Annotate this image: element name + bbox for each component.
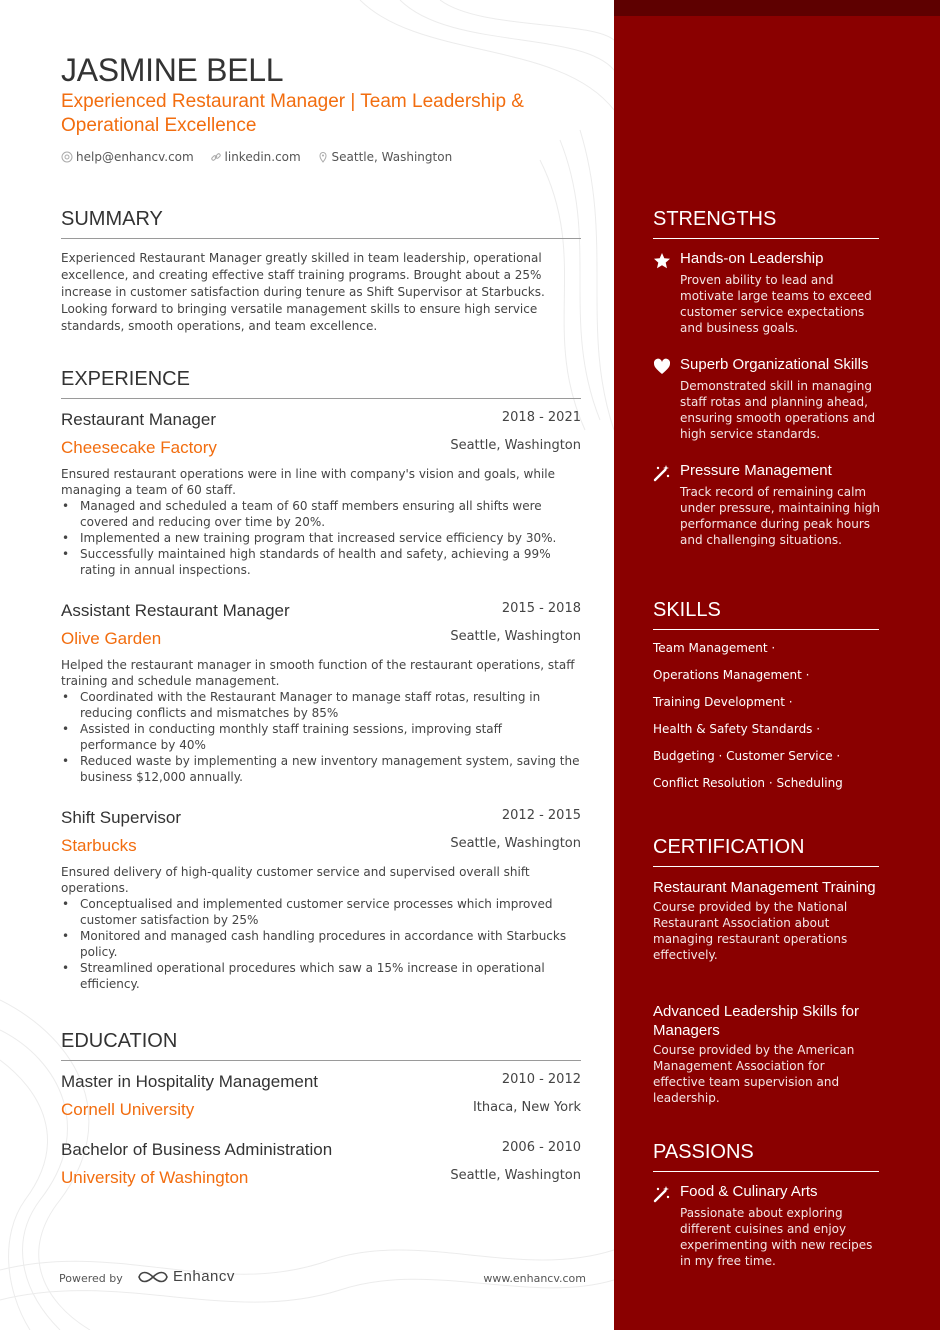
- email-text: help@enhancv.com: [76, 150, 194, 164]
- certification-item: [653, 878, 879, 963]
- achievement-item: • Streamlined operational procedures which saw a 15% increase in operational efficiency.: [61, 960, 581, 992]
- magic-wand-icon: [653, 1185, 671, 1203]
- experience-heading: EXPERIENCE: [61, 368, 581, 399]
- strength-title: Superb Organizational Skills: [680, 356, 869, 373]
- degree-title: Master in Hospitality Management: [61, 1072, 319, 1091]
- job-location: Seattle, Washington: [450, 629, 581, 644]
- certification-heading: CERTIFICATION: [653, 836, 879, 867]
- contact-row: [61, 150, 464, 166]
- star-icon: [653, 252, 671, 270]
- achievement-item: • Successfully maintained high standards of health and safety, achieving a 99% rating in annual inspections.: [61, 546, 581, 578]
- enhancv-logo-icon: [137, 1269, 169, 1285]
- strength-title: Hands-on Leadership: [680, 250, 824, 267]
- enhancv-logo[interactable]: [137, 1268, 235, 1285]
- skill-line: Training Development ·: [653, 695, 793, 709]
- website-link[interactable]: www.enhancv.com: [483, 1272, 586, 1285]
- company-name: Olive Garden: [61, 629, 162, 648]
- job-location: Seattle, Washington: [450, 438, 581, 453]
- school-location: Ithaca, New York: [472, 1100, 581, 1115]
- skill-line: Team Management ·: [653, 641, 776, 655]
- job-description: Ensured restaurant operations were in line with company's vision and goals, while managing a team of 60 staff.: [61, 467, 555, 497]
- magic-wand-icon: [653, 464, 671, 482]
- achievement-item: • Monitored and managed cash handling procedures in accordance with Starbucks policy.: [61, 928, 581, 960]
- passion-description: Passionate about exploring different cuisines and enjoy experimenting with new recipes in my free time.: [680, 1206, 873, 1268]
- achievement-list: [61, 689, 581, 785]
- location-text: Seattle, Washington: [331, 150, 453, 164]
- education-heading: EDUCATION: [61, 1030, 581, 1061]
- candidate-name: JASMINE BELL: [61, 52, 284, 88]
- powered-by-label: Powered by: [59, 1272, 123, 1285]
- certification-description: Course provided by the American Management Association for effective team supervision and leadership.: [653, 1043, 855, 1105]
- experience-entry: [61, 410, 581, 578]
- job-location: Seattle, Washington: [450, 836, 581, 851]
- school-name: University of Washington: [61, 1168, 249, 1187]
- achievement-item: • Implemented a new training program that increased service efficiency by 30%.: [61, 530, 581, 546]
- job-description: Helped the restaurant manager in smooth function of the restaurant operations, staff training and schedule management.: [61, 658, 575, 688]
- sidebar: [614, 0, 940, 1330]
- job-description: Ensured delivery of high-quality customer service and supervised overall shift operations.: [61, 865, 530, 895]
- job-dates: 2012 - 2015: [501, 808, 581, 823]
- strength-description: Proven ability to lead and motivate large teams to exceed customer service expectations and business goals.: [680, 273, 872, 335]
- achievement-list: [61, 896, 581, 992]
- enhancv-logo-text: Enhancv: [173, 1268, 235, 1285]
- experience-entry: [61, 601, 581, 785]
- location-pin-icon: [317, 151, 329, 163]
- job-title: Restaurant Manager: [61, 410, 216, 429]
- job-title: Assistant Restaurant Manager: [61, 601, 290, 620]
- at-icon: [61, 151, 73, 163]
- experience-entry: [61, 808, 581, 992]
- education-entry: [61, 1140, 581, 1196]
- strength-description: Track record of remaining calm under pressure, maintaining high performance during peak hours and challenging situations.: [680, 485, 880, 547]
- heart-icon: [653, 358, 671, 376]
- link-icon: [210, 151, 222, 163]
- education-dates: 2006 - 2010: [501, 1140, 581, 1155]
- candidate-tagline: Experienced Restaurant Manager | Team Leadership & Operational Excellence: [61, 91, 524, 136]
- achievement-item: • Coordinated with the Restaurant Manager to manage staff rotas, resulting in reducing conflicts and mismatches by 85%: [61, 689, 581, 721]
- skill-line: Health & Safety Standards ·: [653, 722, 821, 736]
- email-contact[interactable]: [61, 150, 194, 164]
- certification-title: Restaurant Management Training: [653, 879, 876, 896]
- education-dates: 2010 - 2012: [501, 1072, 581, 1087]
- achievement-item: • Assisted in conducting monthly staff training sessions, improving staff performance by 40%: [61, 721, 581, 753]
- strength-description: Demonstrated skill in managing staff rotas and planning ahead, ensuring smooth operations and high service standards.: [680, 379, 876, 441]
- skill-line: Conflict Resolution · Scheduling: [653, 776, 843, 790]
- achievement-item: • Conceptualised and implemented customer service processes which improved customer satisfaction by 25%: [61, 896, 581, 928]
- job-dates: 2015 - 2018: [501, 601, 581, 616]
- sidebar-top-bar: [614, 0, 940, 16]
- certification-item: [653, 1002, 879, 1106]
- footer: [59, 1268, 586, 1290]
- strengths-heading: STRENGTHS: [653, 208, 879, 239]
- school-location: Seattle, Washington: [450, 1168, 581, 1183]
- link-text: linkedin.com: [224, 150, 301, 164]
- job-dates: 2018 - 2021: [501, 410, 581, 425]
- skill-line: Operations Management ·: [653, 668, 810, 682]
- degree-title: Bachelor of Business Administration: [61, 1140, 333, 1159]
- location-contact: [317, 150, 453, 164]
- company-name: Cheesecake Factory: [61, 438, 217, 457]
- passions-heading: PASSIONS: [653, 1141, 879, 1172]
- education-entry: [61, 1072, 581, 1128]
- achievement-list: [61, 498, 581, 578]
- school-name: Cornell University: [61, 1100, 195, 1119]
- skill-line: Budgeting · Customer Service ·: [653, 749, 841, 763]
- achievement-item: • Reduced waste by implementing a new inventory management system, saving the business $12,000 annually.: [61, 753, 581, 785]
- strength-title: Pressure Management: [680, 462, 832, 479]
- company-name: Starbucks: [61, 836, 137, 855]
- certification-description: Course provided by the National Restaurant Association about managing restaurant operations effectively.: [653, 900, 848, 962]
- summary-text: Experienced Restaurant Manager greatly skilled in team leadership, operational excellence, and creating effective staff training programs. Brought about a 25% increase in customer satisfaction during tenure as Shift Supervisor at Starbucks. Looking forward to bringing versatile management skills to ensure high service standards, smooth operations, and team excellence.: [61, 251, 545, 333]
- skills-heading: SKILLS: [653, 599, 879, 630]
- certification-title: Advanced Leadership Skills for Managers: [653, 1003, 859, 1039]
- passion-title: Food & Culinary Arts: [680, 1183, 818, 1200]
- achievement-item: • Managed and scheduled a team of 60 staff members ensuring all shifts were covered and reducing over time by 20%.: [61, 498, 581, 530]
- link-contact[interactable]: [210, 150, 301, 164]
- summary-heading: SUMMARY: [61, 208, 581, 239]
- job-title: Shift Supervisor: [61, 808, 181, 827]
